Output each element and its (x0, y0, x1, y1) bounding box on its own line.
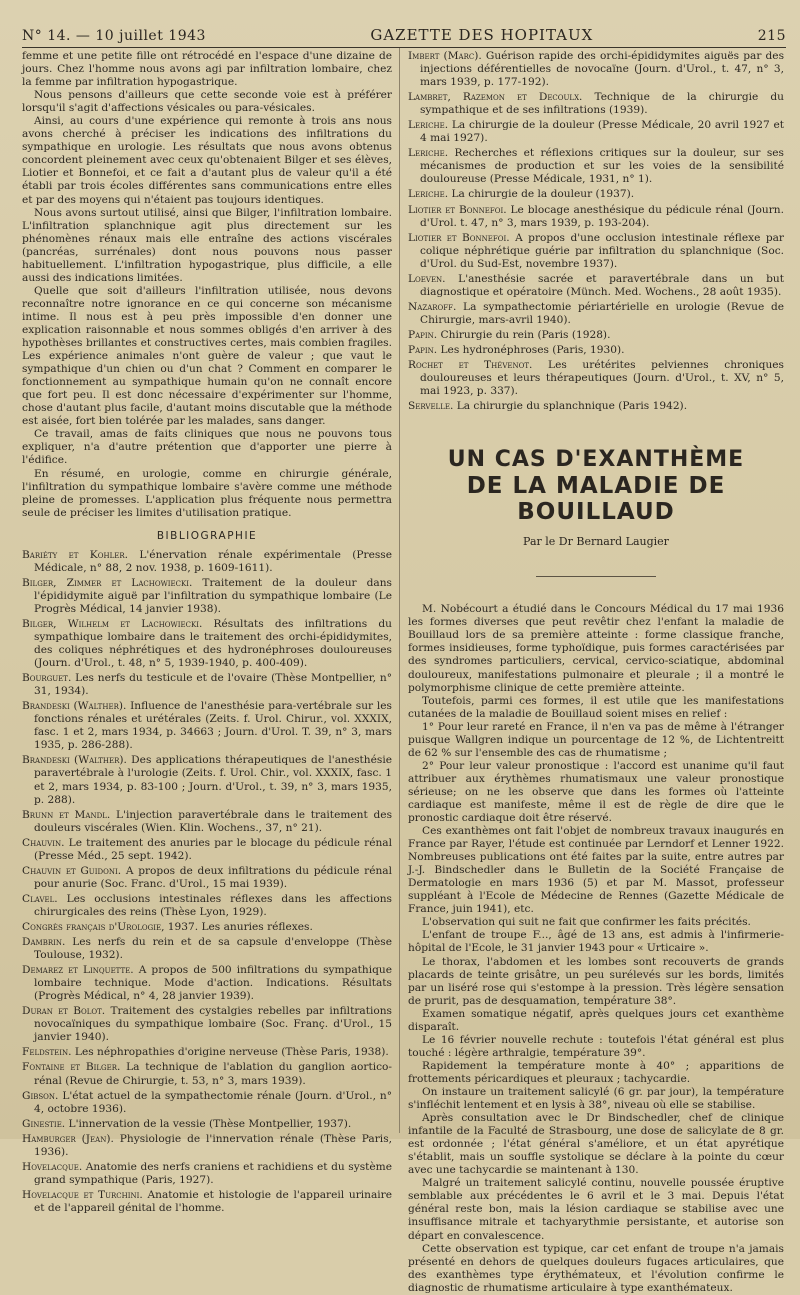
paragraph: Cette observation est typique, car cet enfant de troupe n'a jamais présenté en dehors de quelques douleurs fugaces articulaires, que des exanthèmes type érythémateux, et l'évolution confirme le diagnostic de rhumatisme articulaire à type exanthémateux. (408, 1242, 784, 1294)
reference-authors: Hamburger (Jean). (22, 1132, 114, 1145)
article-title-line-2: DE LA MALADIE DE BOUILLAUD (466, 473, 726, 526)
paragraph: Nous avons surtout utilisé, ainsi que Bilger, l'infiltration lombaire. L'infiltration splanchnique agit plus directement sur les phénomènes rénaux mais elle entraîne des actions viscérales (pancréas, surrénales) dont nous pouvons nous passer habituellement. L'infiltration hypogastrique, plus difficile, a elle aussi des indications limitées. (22, 206, 392, 284)
reference-authors: Lambret, Razemon et Decoulx. (408, 91, 583, 104)
paragraph: Après consultation avec le Dr Bindschedler, chef de clinique infantile de la Faculté de Strasbourg, une dose de salicylate de 8 gr. est ordonnée ; l'état général s'améliore, et un état apyrétique s'établit, mais un souffle systolique se déclare à la pointe du cœur avec une tachycardie se maintenant à 130. (408, 1112, 784, 1177)
reference-authors: Clavel. (22, 892, 58, 905)
article-title-line-1: UN CAS D'EXANTHÈME (447, 447, 745, 473)
reference-text: Anatomie et histologie de l'appareil urinaire et de l'appareil génital de l'homme. (34, 1188, 393, 1214)
reference-text: A propos d'une occlusion intestinale réflexe par colique néphrétique guérie par infiltration du splanchnique (Soc. d'Urol. du Sud-Est, novembre 1937). (420, 231, 784, 270)
reference (408, 188, 784, 201)
reference-authors: Hovelacque et Turchini. (22, 1188, 143, 1201)
reference-text: Les urétérites pelviennes chroniques douloureuses et leurs thérapeutiques (Journ. d'Urol., t. XV, n° 5, mai 1923, p. 337). (420, 359, 784, 398)
reference-text: L'anesthésie sacrée et paravertébrale dans un but diagnostique et opératoire (Münch. Med. Wochens., 28 août 1935). (420, 272, 784, 298)
paragraph: Le thorax, l'abdomen et les lombes sont recouverts de grands placards de teinte grisâtre, un peu surélevés sur les bords, limités par un liséré rose qui s'estompe à la pression. Très légère sensation de prurit, pas de desquamation, température 38°. (408, 955, 784, 1007)
reference-text: 1937. Les anuries réflexes. (164, 921, 313, 933)
paragraph: 2° Pour leur valeur pronostique : l'accord est unanime qu'il faut attribuer aux érythèmes rhumatismaux une valeur pronostique sérieuse; on ne les observe que dans les formes où l'atteinte cardiaque est manifeste, même il est de règle de dire que le pronostic cardiaque doit être réservé. (408, 759, 784, 825)
reference-authors: Liotier et Bonnefoi. (408, 231, 510, 244)
reference (22, 1061, 392, 1087)
reference-authors: Bourguet. (22, 672, 72, 685)
reference (22, 1090, 392, 1116)
reference (22, 1161, 392, 1187)
reference-text: Traitement des cystalgies rebelles par infiltrations novocaïniques du sympathique lombaire (Soc. Franç. d'Urol., 15 janvier 1940). (34, 1005, 392, 1044)
paragraph: Ce travail, amas de faits cliniques que nous ne pouvons tous expliquer, n'a d'autre prétention que d'apporter une pierre à l'édifice. (22, 428, 392, 467)
article-body (408, 603, 784, 1294)
reference-authors: Leriche. (408, 147, 449, 160)
reference (408, 91, 784, 117)
paragraph: Toutefois, parmi ces formes, il est utile que les manifestations cutanées de la maladie de Bouillaud soient mises en relief : (408, 694, 784, 720)
reference-authors: Gibson. (22, 1089, 59, 1102)
reference-authors: Nazaroff. (408, 300, 457, 313)
reference-text: La chirurgie du splanchnique (Paris 1942). (453, 400, 688, 413)
reference (408, 329, 784, 342)
reference-authors: Hovelacque. (22, 1160, 83, 1173)
reference-authors: Papin. (408, 343, 438, 356)
reference-authors: Leriche. (408, 188, 449, 201)
reference (22, 1005, 392, 1044)
reference-authors: Bilger, Wilhelm et Lachowiecki. (22, 617, 203, 630)
reference-authors: Brandeski (Walther). (22, 754, 127, 767)
bibliography-heading: BIBLIOGRAPHIE (156, 529, 258, 542)
paragraph: Ainsi, au cours d'une expérience qui remonte à trois ans nous avons cherché à préciser les indications des infiltrations du sympathique en urologie. Les résultats que nous avons obtenus concordent pleinement avec ceux qu'obtenaient Bilger et ses élèves, Liotier et Bonnefoi, et ce fait a d'autant plus de valeur qu'il a été établi par trois écoles différentes sans communications entre elles et par des moyens qui n'étaient pas toujours identiques. (22, 115, 392, 206)
reference-text: Guérison rapide des orchi-épididymites aiguës par des injections déférentielles de novocaïne (Journ. d'Urol., t. 47, n° 3, mars 1939, p. 177-192). (420, 50, 785, 89)
running-head (22, 18, 786, 48)
bibliography-list (22, 549, 392, 1215)
reference (408, 204, 784, 230)
reference (22, 618, 392, 670)
article-title (408, 447, 784, 525)
paragraph: L'observation qui suit ne fait que confirmer les faits précités. (422, 916, 751, 929)
paragraph: Rapidement la température monte à 40° ; apparitions de frottements péricardiques et pleuraux ; tachycardie. (408, 1059, 784, 1085)
reference-authors: Bilger, Zimmer et Lachowiecki. (22, 576, 193, 589)
reference (22, 1189, 392, 1215)
reference (22, 754, 392, 806)
reference-text: Technique de la chirurgie du sympathique et de ses infiltrations (1939). (420, 91, 784, 117)
reference-authors: Duran et Bolot. (22, 1005, 106, 1018)
paragraph: Malgré un traitement salicylé continu, nouvelle poussée éruptive semblable aux précédentes le 6 avril et le 3 mai. Depuis l'état général reste bon, mais la lésion cardiaque se stabilise avec une insuffisance mitrale et tachyarythmie persistante, et autorise son départ en convalescence. (408, 1177, 784, 1242)
reference (22, 936, 392, 962)
title-divider (536, 576, 656, 577)
reference-authors: Leriche. (408, 119, 449, 132)
column-rule (399, 48, 400, 1133)
paragraph: 1° Pour leur rareté en France, il n'en va pas de même à l'étranger puisque Wallgren indique un pourcentage de 12 %, de Lichtentreitt de 62 % sur l'ensemble des cas de rhumatisme ; (408, 720, 784, 759)
bibliography-continued (408, 50, 784, 413)
reference-text: A propos de deux infiltrations du pédicule rénal pour anurie (Soc. Franc. d'Urol., 15 mai 1939). (34, 864, 392, 890)
reference-text: Physiologie de l'innervation rénale (Thèse Paris, 1936). (34, 1132, 392, 1158)
paragraph: L'enfant de troupe F..., âgé de 13 ans, est admis à l'infirmerie-hôpital de l'Ecole, le 31 janvier 1943 pour « Urticaire ». (408, 929, 784, 955)
reference-authors: Loeven. (408, 272, 446, 285)
reference (408, 344, 784, 357)
reference-authors: Rochet et Thévenot. (408, 359, 533, 372)
reference (22, 1046, 392, 1059)
reference-authors: Chauvin et Guidoni. (22, 864, 122, 877)
reference-authors: Servelle. (408, 400, 454, 413)
reference-text: Les nerfs du rein et de sa capsule d'enveloppe (Thèse Toulouse, 1932). (34, 936, 392, 962)
reference-text: La chirurgie de la douleur (Presse Médicale, 20 avril 1927 et 4 mai 1927). (420, 119, 784, 145)
reference-text: Résultats des infiltrations du sympathique lombaire dans le traitement des orchi-épididymites, des coliques néphrétiques et des hydronéphroses douloureuses (Journ. d'Urol., t. 48, n° 5, 1939-1940, p. 400-409). (34, 617, 392, 670)
reference (408, 147, 784, 186)
reference (22, 964, 392, 1003)
reference-authors: Ginestie. (22, 1117, 66, 1130)
reference-authors: Congrès français d'Urologie, (22, 921, 165, 933)
reference-text: Les néphropathies d'origine nerveuse (Thèse Paris, 1938). (71, 1046, 389, 1059)
reference-text: Les nerfs du testicule et de l'ovaire (Thèse Montpellier, n° 31, 1934). (34, 672, 392, 698)
reference-authors: Dambrin. (22, 936, 66, 949)
paragraph: Ces exanthèmes ont fait l'objet de nombreux travaux inaugurés en France par Rayer, l'étude est continuée par Lerndorf et Lenner 1922. Nombreuses publications ont été faites par la suite, entre autres par J.-J. Bindschedler dans le Bulletin de la Société Française de Dermatologie en mars 1936 (5) et par M. Massot, professeur suppléant à l'Ecole de Médecine de Rennes (Gazette Médicale de France, juin 1941), etc. (408, 825, 784, 916)
paragraph: Nous pensons d'ailleurs que cette seconde voie est à préférer lorsqu'il s'agit d'affections vésicales ou para-vésicales. (22, 89, 392, 115)
paragraph: femme et une petite fille ont rétrocédé en l'espace d'une dizaine de jours. Chez l'homme nous avons agi par infiltration lombaire, chez la femme par infiltration hypogastrique. (22, 50, 392, 89)
reference-text: Traitement de la douleur dans l'épididymite aiguë par l'infiltration du sympathique lombaire (Le Progrès Médical, 14 janvier 1938). (34, 576, 392, 615)
right-column (408, 50, 784, 1295)
reference (22, 809, 392, 835)
reference-authors: Bariéty et Kohler. (22, 548, 128, 561)
reference-authors: Brunn et Mandl. (22, 808, 111, 821)
paragraph: On instaure un traitement salicylé (6 gr. par jour), la température s'infléchit lentement et en lysis à 38°, niveau où elle se stabilise. (408, 1086, 784, 1112)
reference-text: Les occlusions intestinales réflexes dans les affections chirurgicales des reins (Thèse Lyon, 1929). (34, 892, 392, 918)
left-column (22, 50, 392, 1217)
reference-text: Chirurgie du rein (Paris (1928). (437, 328, 611, 341)
paragraph: Examen somatique négatif, après quelques jours cet exanthème disparaît. (408, 1007, 784, 1033)
reference-text: Anatomie des nerfs craniens et rachidiens et du système grand sympathique (Paris, 1927). (34, 1160, 392, 1186)
reference-text: Des applications thérapeutiques de l'anesthésie paravertébrale à l'urologie (Zeits. f. Urol. Chir., vol. XXXIX, fasc. 1 et 2, mars 1934, p. 83-100 ; Journ. d'Urol., t. 39, n° 3, mars 1935, p. 288). (34, 754, 392, 806)
reference-authors: Brandeski (Walther). (22, 700, 127, 713)
reference (22, 837, 392, 863)
reference-text: L'état actuel de la sympathectomie rénale (Journ. d'Urol., n° 4, octobre 1936). (34, 1089, 392, 1115)
reference-text: L'énervation rénale expérimentale (Presse Médicale, n° 88, 2 nov. 1938, p. 1609-1611). (34, 548, 392, 574)
reference-text: Recherches et réflexions critiques sur la douleur, sur ses mécanismes de production et sur les voies de la sensibilité douloureuse (Presse Médicale, 1931, n° 1). (420, 147, 784, 186)
paragraph: Le 16 février nouvelle rechute : toutefois l'état général est plus touché : légère arthralgie, température 39°. (408, 1033, 784, 1059)
article-byline: Par le Dr Bernard Laugier (523, 535, 669, 549)
reference-authors: Imbert (Marc). (408, 50, 482, 62)
reference (22, 700, 392, 752)
reference-text: La chirurgie de la douleur (1937). (448, 188, 635, 201)
left-text (22, 50, 392, 520)
reference-text: Les hydronéphroses (Paris, 1930). (437, 343, 625, 356)
reference (408, 273, 784, 299)
reference-authors: Chauvin. (22, 836, 65, 849)
reference (22, 577, 392, 616)
reference (22, 921, 392, 934)
reference (408, 400, 784, 413)
reference-authors: Feldstein. (22, 1046, 72, 1059)
reference (408, 301, 784, 327)
reference-text: Le blocage anesthésique du pédicule rénal (Journ. d'Urol. t. 47, n° 3, mars 1939, p. 193-204). (420, 203, 784, 229)
paragraph: M. Nobécourt a étudié dans le Concours Médical du 17 mai 1936 les formes diverses que peut revêtir chez l'enfant la maladie de Bouillaud lors de sa première atteinte : forme classique franche, formes insidieuses, forme typhoïdique, puis formes caractérisées par des syndromes particuliers, cervical, cervico-sciatique, abdominal douloureux, manifestations pulmonaire et pleurale ; il a montré le polymorphisme clinique de cette première atteinte. (408, 603, 784, 694)
reference (22, 549, 392, 575)
reference-text: A propos de 500 infiltrations du sympathique lombaire technique. Mode d'action. Indications. Résultats (Progrès Médical, n° 4, 28 janvier 1939). (34, 964, 392, 1003)
reference-text: Influence de l'anesthésie para-vertébrale sur les fonctions rénales et urétérales (Zeits. f. Urol. Chirur., vol. XXXIX, fasc. 1 et 2, mars 1934, p. 34663 ; Journ. d'Urol. T. 39, n° 3, mars 1935, p. 286-288). (34, 700, 392, 752)
reference (22, 865, 392, 891)
reference (408, 50, 784, 89)
reference-text: La sympathectomie périartérielle en urologie (Revue de Chirurgie, mars-avril 1940). (420, 300, 784, 326)
issue-date: N° 14. — 10 juillet 1943 (22, 28, 206, 44)
reference-text: L'injection paravertébrale dans le traitement des douleurs viscérales (Wien. Klin. Wochens., 37, n° 21). (34, 808, 393, 834)
reference (408, 119, 784, 145)
reference (408, 232, 784, 271)
reference-authors: Fontaine et Bilger. (22, 1061, 121, 1074)
reference (22, 672, 392, 698)
journal-title: GAZETTE DES HOPITAUX (370, 26, 594, 44)
reference (22, 1133, 392, 1159)
page-number: 215 (757, 28, 786, 44)
reference-text: Le traitement des anuries par le blocage du pédicule rénal (Presse Méd., 25 sept. 1942). (34, 836, 392, 862)
paragraph: Quelle que soit d'ailleurs l'infiltration utilisée, nous devons reconnaître notre ignorance en ce qui concerne son mécanisme intime. Il nous est à peu près impossible d'en donner une explication raisonnable et nous sommes obligés d'en arriver à des hypothèses brillantes et constructives certes, mais combien fragiles. Les expérience animales n'ont guère de valeur ; que vaut le sympathique d'un chien ou d'un chat ? Comment en comparer le fonctionnement au sympathique humain qu'on ne connaît encore que fort peu. Il est donc nécessaire d'expérimenter sur l'homme, chose d'autant plus facile, d'autant moins discutable que la méthode est aisée, fort bien tolérée par les malades, sans danger. (22, 284, 392, 428)
reference-authors: Demarez et Linquette. (22, 964, 134, 977)
reference-text: L'innervation de la vessie (Thèse Montpellier, 1937). (65, 1117, 352, 1130)
reference-authors: Papin. (408, 328, 438, 341)
paragraph: En résumé, en urologie, comme en chirurgie générale, l'infiltration du sympathique lombaire s'avère comme une méthode pleine de promesses. L'application plus fréquente nous permettra seule de préciser les limites d'utilisation pratique. (22, 467, 392, 519)
reference (408, 359, 784, 398)
reference-text: La technique de l'ablation du ganglion aortico-rénal (Revue de Chirurgie, t. 53, n° 3, mars 1939). (34, 1061, 392, 1087)
reference-authors: Liotier et Bonnefoi. (408, 203, 507, 216)
reference (22, 893, 392, 919)
reference (22, 1118, 392, 1131)
